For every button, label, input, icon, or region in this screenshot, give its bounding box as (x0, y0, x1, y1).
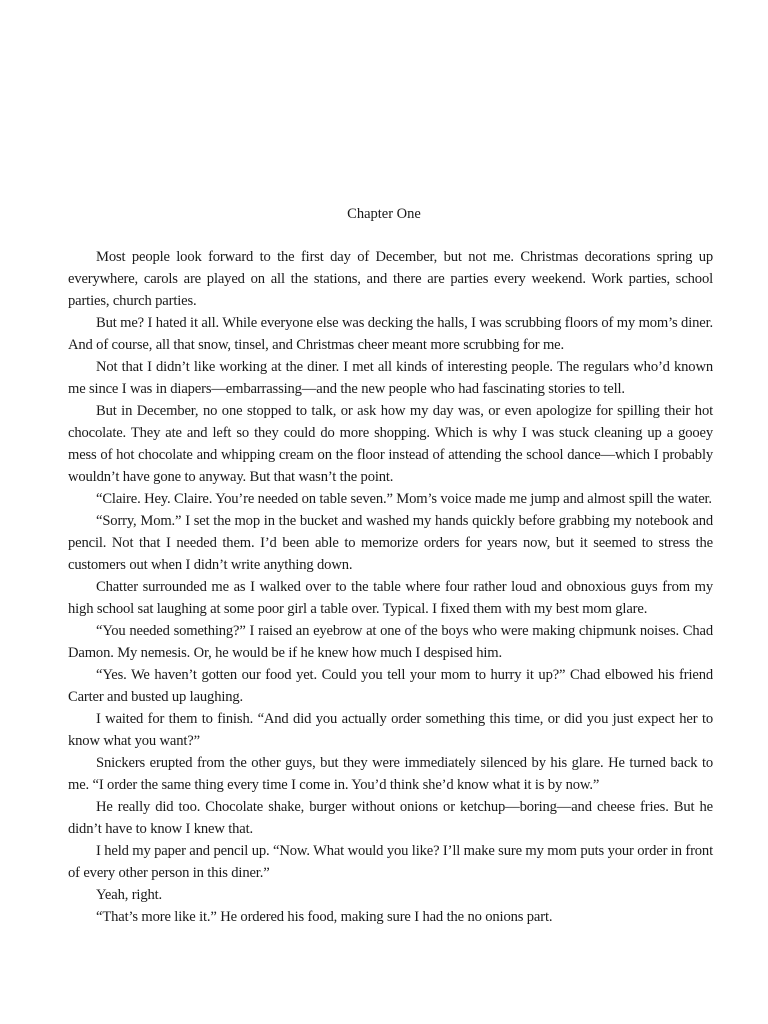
paragraph: “That’s more like it.” He ordered his food, making sure I had the no onions part. (96, 909, 553, 925)
paragraph: But me? I hated it all. While everyone else was decking the halls, I was scrubbing floors of my mom’s diner. And of course, all that snow, tinsel, and Christmas cheer meant more scrubbing for me. (68, 315, 713, 353)
paragraph: Most people look forward to the first day of December, but not me. Christmas decorations spring up everywhere, carols are played on all the stations, and there are parties every weekend. Work parties, school parties, church parties. (68, 249, 713, 309)
paragraph: But in December, no one stopped to talk, or ask how my day was, or even apologize for spilling their hot chocolate. They ate and left so they could do more shopping. Which is why I was stuck cleaning up a gooey mess of hot chocolate and whipping cream on the floor instead of attending the school dance—which I probably wouldn’t have gone to anyway. But that wasn’t the point. (68, 403, 713, 485)
chapter-body (68, 246, 713, 928)
paragraph: I waited for them to finish. “And did you actually order something this time, or did you just expect her to know what you want?” (68, 711, 713, 749)
chapter-title: Chapter One (347, 206, 421, 222)
paragraph: Chatter surrounded me as I walked over to the table where four rather loud and obnoxious guys from my high school sat laughing at some poor girl a table over. Typical. I fixed them with my best mom glare. (68, 579, 713, 617)
paragraph: “Yes. We haven’t gotten our food yet. Could you tell your mom to hurry it up?” Chad elbowed his friend Carter and busted up laughing. (68, 667, 713, 705)
paragraph: “Sorry, Mom.” I set the mop in the bucket and washed my hands quickly before grabbing my notebook and pencil. Not that I needed them. I’d been able to memorize orders for years now, but it seemed to stress the customers out when I didn’t write anything down. (68, 513, 713, 573)
paragraph: He really did too. Chocolate shake, burger without onions or ketchup—boring—and cheese fries. But he didn’t have to know I knew that. (68, 799, 713, 837)
paragraph: I held my paper and pencil up. “Now. What would you like? I’ll make sure my mom puts your order in front of every other person in this diner.” (68, 843, 713, 881)
paragraph: Not that I didn’t like working at the diner. I met all kinds of interesting people. The regulars who’d known me since I was in diapers—embarrassing—and the new people who had fascinating stories to tell. (68, 359, 713, 397)
paragraph: “You needed something?” I raised an eyebrow at one of the boys who were making chipmunk noises. Chad Damon. My nemesis. Or, he would be if he knew how much I despised him. (68, 623, 713, 661)
paragraph: “Claire. Hey. Claire. You’re needed on table seven.” Mom’s voice made me jump and almost spill the water. (96, 491, 712, 507)
paragraph: Snickers erupted from the other guys, but they were immediately silenced by his glare. He turned back to me. “I order the same thing every time I come in. You’d think she’d know what it is by now.” (68, 755, 713, 793)
paragraph: Yeah, right. (96, 887, 163, 903)
